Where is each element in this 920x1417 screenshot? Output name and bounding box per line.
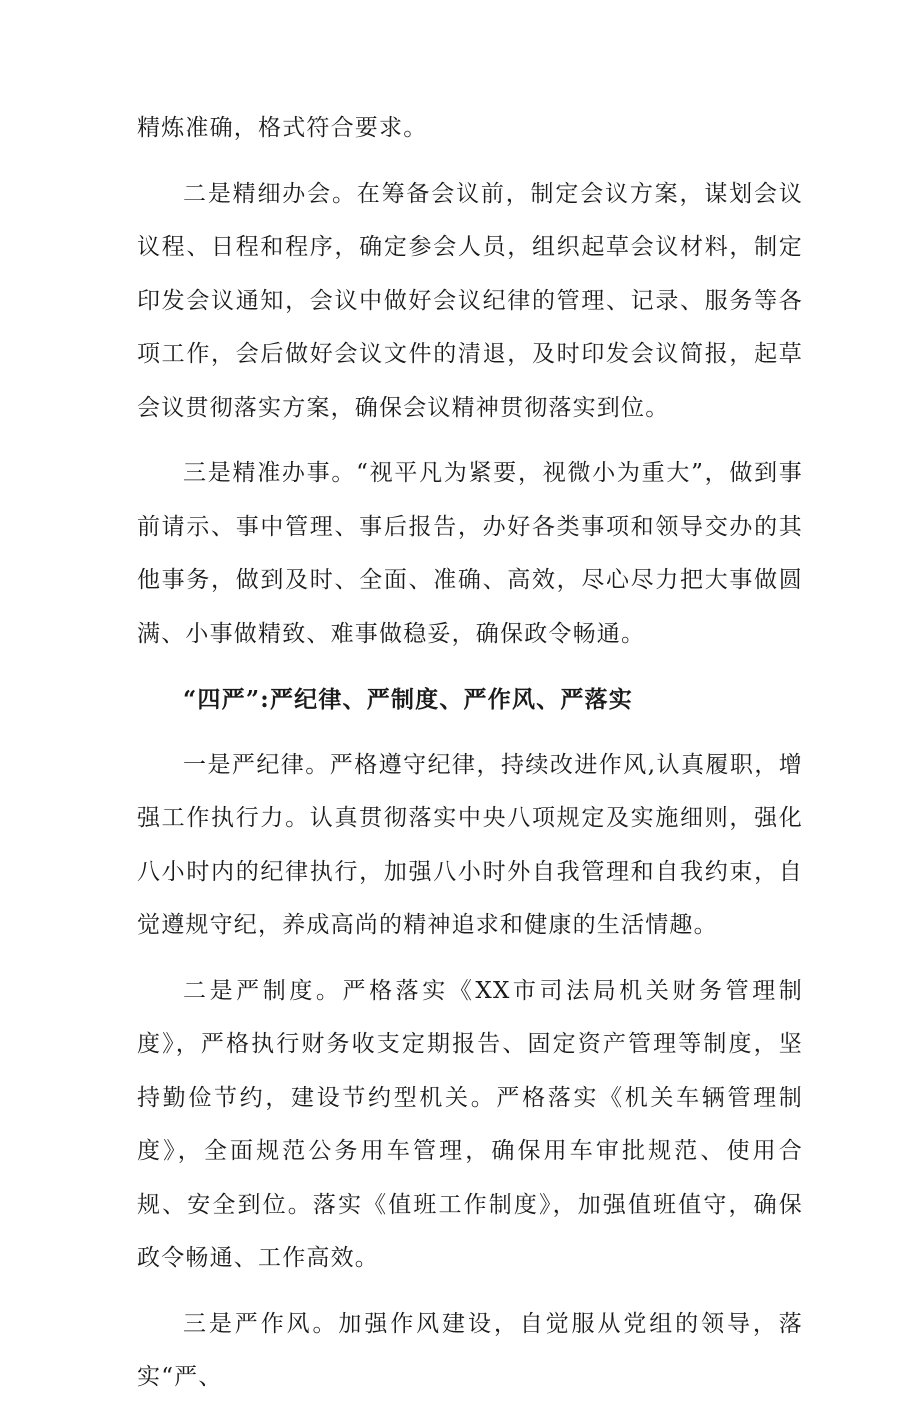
paragraph-system: 二是严制度。严格落实《XX市司法局机关财务管理制度》，严格执行财务收支定期报告、固定资产管理等制度，坚持勤俭节约，建设节约型机关。严格落实《机关车辆管理制度》，全面规范公务用车管理，确保用车审批规范、使用合规、安全到位。落实《值班工作制度》，加强值班值守，确保政令畅通、工作高效。 — [137, 977, 803, 1271]
document-body — [137, 102, 803, 1417]
paragraph-discipline: 一是严纪律。严格遵守纪律，持续改进作风,认真履职，增强工作执行力。认真贯彻落实中央八项规定及实施细则，强化八小时内的纪律执行，加强八小时外自我管理和自我约束，自觉遵规守纪，养成高尚的精神追求和健康的生活情趣。 — [137, 751, 803, 938]
paragraph-meeting: 二是精细办会。在筹备会议前，制定会议方案，谋划会议议程、日程和程序，确定参会人员，组织起草会议材料，制定印发会议通知，会议中做好会议纪律的管理、记录、服务等各项工作，会后做好会议文件的清退，及时印发会议简报，起草会议贯彻落实方案，确保会议精神贯彻落实到位。 — [137, 180, 803, 421]
paragraph-continuation: 精炼准确，格式符合要求。 — [137, 115, 428, 141]
section-heading: “四严”:严纪律、严制度、严作风、严落实 — [183, 686, 633, 713]
paragraph-affairs: 三是精准办事。“视平凡为紧要，视微小为重大”，做到事前请示、事中管理、事后报告，办好各类事项和领导交办的其他事务，做到及时、全面、准确、高效，尽心尽力把大事做圆满、小事做精致、难事做稳妥，确保政令畅通。 — [137, 460, 803, 647]
paragraph-style: 三是严作风。加强作风建设，自觉服从党组的领导，落实“严、 — [137, 1310, 803, 1390]
